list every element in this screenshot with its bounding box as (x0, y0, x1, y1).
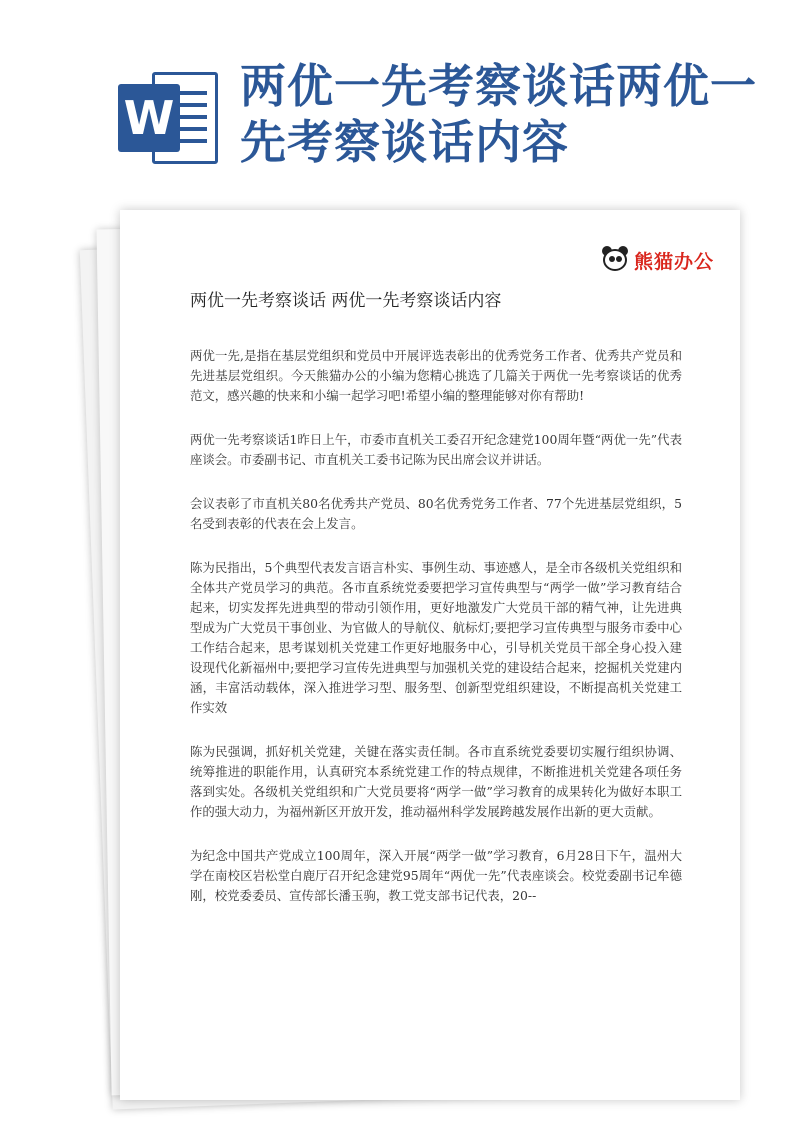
document-body (190, 346, 682, 930)
word-letter-badge: W (118, 84, 180, 152)
banner (0, 0, 800, 200)
document-page (120, 210, 740, 1100)
paragraph: 为纪念中国共产党成立100周年，深入开展“两学一做”学习教育，6月28日下午，温州大学在南校区岩松堂白鹿厅召开纪念建党95周年“两优一先”代表座谈会。校党委副书记牟德刚，校党委委员、宣传部长潘玉驹，教工党支部书记代表，20-- (190, 848, 682, 903)
banner-title: 两优一先考察谈话两优一先考察谈话内容 (240, 59, 757, 169)
panda-icon (600, 245, 630, 275)
brand-logo (600, 244, 714, 276)
document-title: 两优一先考察谈话 两优一先考察谈话内容 (190, 291, 502, 311)
paragraph: 陈为民强调，抓好机关党建，关键在落实责任制。各市直系统党委要切实履行组织协调、统筹推进的职能作用，认真研究本系统党建工作的特点规律，不断推进机关党建各项任务落到实处。各级机关党组织和广大党员要将“两学一做”学习教育的成果转化为做好本职工作的强大动力，为福州新区开放开发，推动福州科学发展跨越发展作出新的更大贡献。 (190, 744, 682, 819)
paragraph: 两优一先考察谈话1昨日上午，市委市直机关工委召开纪念建党100周年暨“两优一先”代表座谈会。市委副书记、市直机关工委书记陈为民出席会议并讲话。 (190, 432, 682, 467)
paragraph: 两优一先,是指在基层党组织和党员中开展评选表彰出的优秀党务工作者、优秀共产党员和先进基层党组织。今天熊猫办公的小编为您精心挑选了几篇关于两优一先考察谈话的优秀范文，感兴趣的快来和小编一起学习吧!希望小编的整理能够对你有帮助! (190, 348, 682, 403)
paragraph: 陈为民指出，5个典型代表发言语言朴实、事例生动、事迹感人，是全市各级机关党组织和全体共产党员学习的典范。各市直系统党委要把学习宣传典型与“两学一做”学习教育结合起来，切实发挥先进典型的带动引领作用，更好地激发广大党员干部的精气神，让先进典型成为广大党员干事创业、为官做人的导航仪、航标灯;要把学习宣传典型与服务市委中心工作结合起来，思考谋划机关党建工作更好地服务中心，引导机关党员干部全身心投入建设现代化新福州中;要把学习宣传先进典型与加强机关党的建设结合起来，挖掘机关党建内涵，丰富活动载体，深入推进学习型、服务型、创新型党组织建设，不断提高机关党建工作实效 (190, 560, 682, 715)
paragraph: 会议表彰了市直机关80名优秀共产党员、80名优秀党务工作者、77个先进基层党组织，5名受到表彰的代表在会上发言。 (190, 496, 682, 531)
word-icon (118, 68, 222, 168)
brand-name: 熊猫办公 (633, 250, 714, 273)
